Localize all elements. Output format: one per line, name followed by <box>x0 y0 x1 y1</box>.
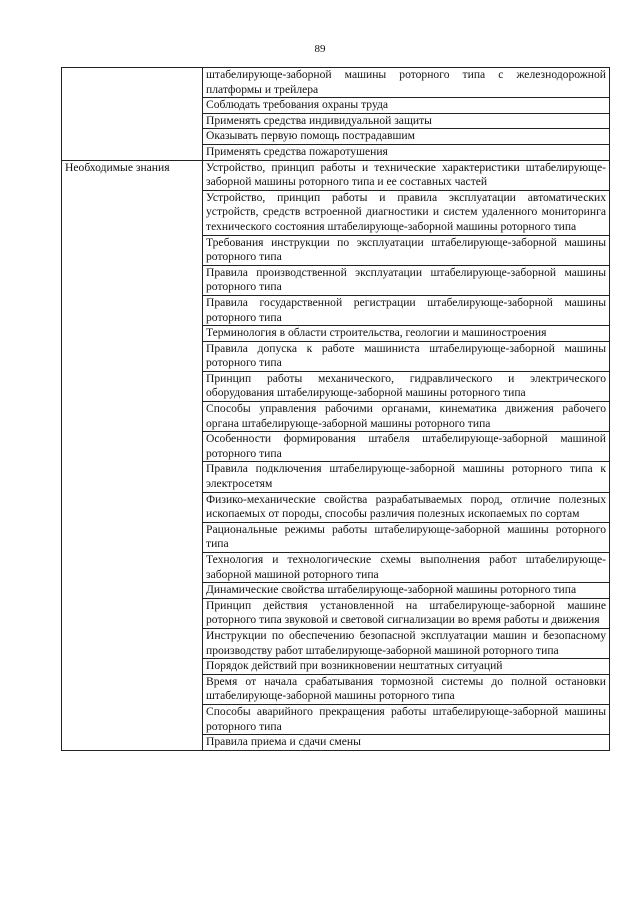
row-text-cell: Технология и технологические схемы выполнения работ штабелирующе-заборной машиной роторного типа <box>203 553 610 583</box>
row-text-cell: Время от начала срабатывания тормозной системы до полной остановки штабелирующе-заборной машины роторного типа <box>203 674 610 704</box>
table-row <box>62 68 610 98</box>
row-text-cell: штабелирующе-заборной машины роторного типа с железнодорожной платформы и трейлера <box>203 68 610 98</box>
row-text-cell: Применять средства пожаротушения <box>203 144 610 160</box>
row-text-cell: Правила подключения штабелирующе-заборной машины роторного типа к электросетям <box>203 462 610 492</box>
row-text-cell: Динамические свойства штабелирующе-заборной машины роторного типа <box>203 583 610 599</box>
row-text-cell: Применять средства индивидуальной защиты <box>203 113 610 129</box>
row-text-cell: Физико-механические свойства разрабатываемых пород, отличие полезных ископаемых от породы, способы различия полезных ископаемых по сортам <box>203 492 610 522</box>
row-text-cell: Оказывать первую помощь пострадавшим <box>203 129 610 145</box>
row-text-cell: Принцип действия установленной на штабелирующе-заборной машине роторного типа звуковой и световой сигнализации во время работы и движения <box>203 598 610 628</box>
row-text-cell: Устройство, принцип работы и правила эксплуатации автоматических устройств, средств встроенной диагностики и систем удаленного мониторинга технического состояния штабелирующе-заборной машины роторного типа <box>203 190 610 235</box>
row-text-cell: Правила допуска к работе машиниста штабелирующе-заборной машины роторного типа <box>203 341 610 371</box>
row-text-cell: Способы управления рабочими органами, кинематика движения рабочего органа штабелирующе-заборной машины роторного типа <box>203 402 610 432</box>
page-number: 89 <box>314 43 326 55</box>
row-text-cell: Требования инструкции по эксплуатации штабелирующе-заборной машины роторного типа <box>203 235 610 265</box>
row-text-cell: Инструкции по обеспечению безопасной эксплуатации машин и безопасному производству работ штабелирующе-заборной машиной роторного типа <box>203 628 610 658</box>
row-text-cell: Особенности формирования штабеля штабелирующе-заборной машиной роторного типа <box>203 432 610 462</box>
row-label-cell <box>62 68 203 161</box>
row-text-cell: Порядок действий при возникновении нештатных ситуаций <box>203 659 610 675</box>
row-text-cell: Принцип работы механического, гидравлического и электрического оборудования штабелирующе-заборной машины роторного типа <box>203 371 610 401</box>
row-text-cell: Правила государственной регистрации штабелирующе-заборной машины роторного типа <box>203 295 610 325</box>
row-text-cell: Терминология в области строительства, геологии и машиностроения <box>203 326 610 342</box>
requirements-table-body <box>62 68 610 751</box>
row-text-cell: Способы аварийного прекращения работы штабелирующе-заборной машины роторного типа <box>203 704 610 734</box>
row-text-cell: Правила приема и сдачи смены <box>203 735 610 751</box>
row-text-cell: Рациональные режимы работы штабелирующе-заборной машины роторного типа <box>203 522 610 552</box>
section-label-knowledge: Необходимые знания <box>62 160 203 750</box>
requirements-table <box>61 67 610 751</box>
row-text-cell: Соблюдать требования охраны труда <box>203 98 610 114</box>
table-row <box>62 160 610 190</box>
row-text-cell: Устройство, принцип работы и технические характеристики штабелирующе-заборной машины роторного типа и ее составных частей <box>203 160 610 190</box>
row-text-cell: Правила производственной эксплуатации штабелирующе-заборной машины роторного типа <box>203 265 610 295</box>
